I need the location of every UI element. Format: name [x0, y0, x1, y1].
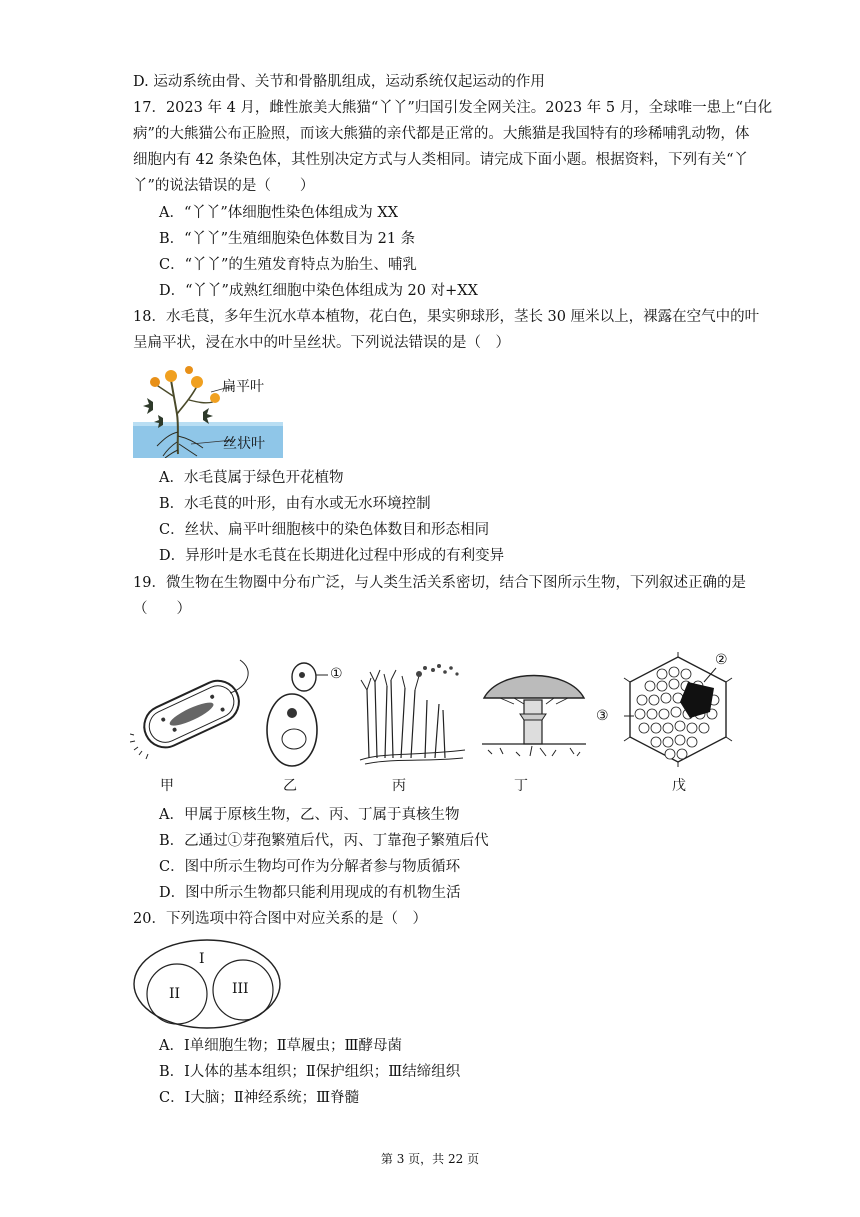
venn-label-left: II: [169, 986, 181, 1002]
q19-option-d: D．图中所示生物都只能利用现成的有机物生活: [159, 885, 461, 901]
q17-stem-line-1: 17．2023 年 4 月，雌性旅美大熊猫“丫丫”归国引发全网关注。2023 年 5 月，全球唯一患上“白化: [133, 100, 773, 116]
q17-option-a: A．“丫丫”体细胞性染色体组成为 XX: [159, 205, 399, 221]
thread-leaf-label: 丝状叶: [223, 436, 265, 452]
mold-figure: [355, 660, 470, 768]
flower: [165, 370, 177, 382]
q18-option-c: C．丝状、扁平叶细胞核中的染色体数目和形态相同: [159, 522, 490, 538]
q16-option-d: D. 运动系统由骨、关节和骨骼肌组成，运动系统仅起运动的作用: [133, 74, 545, 90]
q18-option-d: D．异形叶是水毛茛在长期进化过程中形成的有利变异: [159, 548, 505, 564]
hyphae: [367, 680, 415, 758]
label-yi: 乙: [283, 778, 297, 794]
q18-option-b: B．水毛茛的叶形，由有水或无水环境控制: [159, 496, 431, 512]
flower: [210, 393, 220, 403]
q18-option-a: A．水毛茛属于绿色开花植物: [159, 470, 344, 486]
label-mark-3: ③: [596, 708, 609, 724]
mycelium: [488, 746, 580, 756]
q20-stem: 20．下列选项中符合图中对应关系的是（ ）: [133, 911, 427, 927]
q19-option-c: C．图中所示生物均可作为分解者参与物质循环: [159, 859, 461, 875]
vacuole: [282, 729, 306, 749]
flat-leaf: [143, 398, 153, 414]
nucleus: [287, 708, 297, 718]
page-footer: 第 3 页，共 22 页: [380, 1152, 480, 1166]
q17-option-d: D．“丫丫”成熟红细胞中染色体组成为 20 对+XX: [159, 283, 478, 299]
q20-option-a: A．Ⅰ单细胞生物；Ⅱ草履虫；Ⅲ酵母菌: [159, 1038, 403, 1054]
q17-stem-line-4: 丫”的说法错误的是（ ）: [133, 178, 315, 194]
bacterium-figure: [130, 655, 255, 765]
label-bing: 丙: [392, 778, 406, 794]
q18-stem-line-2: 呈扁平状，浸在水中的叶呈丝状。下列说法错误的是（ ）: [133, 335, 510, 351]
virus-figure: [618, 652, 738, 767]
q17-stem-line-3: 细胞内有 42 条染色体，其性别决定方式与人类相同。请完成下面小题。根据资料，下列有关“丫: [133, 152, 749, 168]
q20-option-c: C．Ⅰ大脑；Ⅱ神经系统；Ⅲ脊髓: [159, 1090, 360, 1106]
q19-stem-line-2: （ ）: [133, 601, 191, 617]
q19-option-b: B．乙通过①芽孢繁殖后代，丙、丁靠孢子繁殖后代: [159, 833, 489, 849]
venn-label-outer: I: [199, 951, 205, 967]
venn-diagram: [132, 938, 282, 1030]
q17-option-c: C．“丫丫”的生殖发育特点为胎生、哺乳: [159, 257, 417, 273]
dna-region: [167, 699, 216, 730]
pili: [130, 734, 148, 759]
flower: [150, 377, 160, 387]
q18-stem-line-1: 18．水毛茛，多年生沉水草本植物，花白色，果实卵球形，茎长 30 厘米以上，裸露在空气中的叶: [133, 309, 760, 325]
venn-label-right: III: [232, 981, 249, 997]
q19-stem-line-1: 19．微生物在生物圈中分布广泛，与人类生活关系密切，结合下图所示生物，下列叙述正确的是: [133, 575, 746, 591]
flat-leaf: [203, 408, 213, 424]
flower: [191, 376, 203, 388]
q19-option-a: A．甲属于原核生物，乙、丙、丁属于真核生物: [159, 807, 460, 823]
yeast-cell: [267, 694, 317, 766]
flat-leaf-label: 扁平叶: [222, 379, 264, 395]
q17-stem-line-2: 病”的大熊猫公布正脸照，而该大熊猫的亲代都是正常的。大熊猫是我国特有的珍稀哺乳动物，体: [133, 126, 750, 142]
label-mark-2: ②: [715, 652, 728, 668]
q17-option-b: B．“丫丫”生殖细胞染色体数目为 21 条: [159, 231, 416, 247]
stalk: [524, 700, 542, 744]
mushroom-figure: [480, 660, 588, 770]
label-wu: 戊: [672, 778, 686, 794]
label-ding: 丁: [514, 778, 528, 794]
cap: [484, 676, 584, 699]
q20-option-b: B．Ⅰ人体的基本组织；Ⅱ保护组织；Ⅲ结缔组织: [159, 1064, 461, 1080]
label-jia: 甲: [160, 778, 174, 794]
label-mark-1: ①: [330, 666, 343, 682]
